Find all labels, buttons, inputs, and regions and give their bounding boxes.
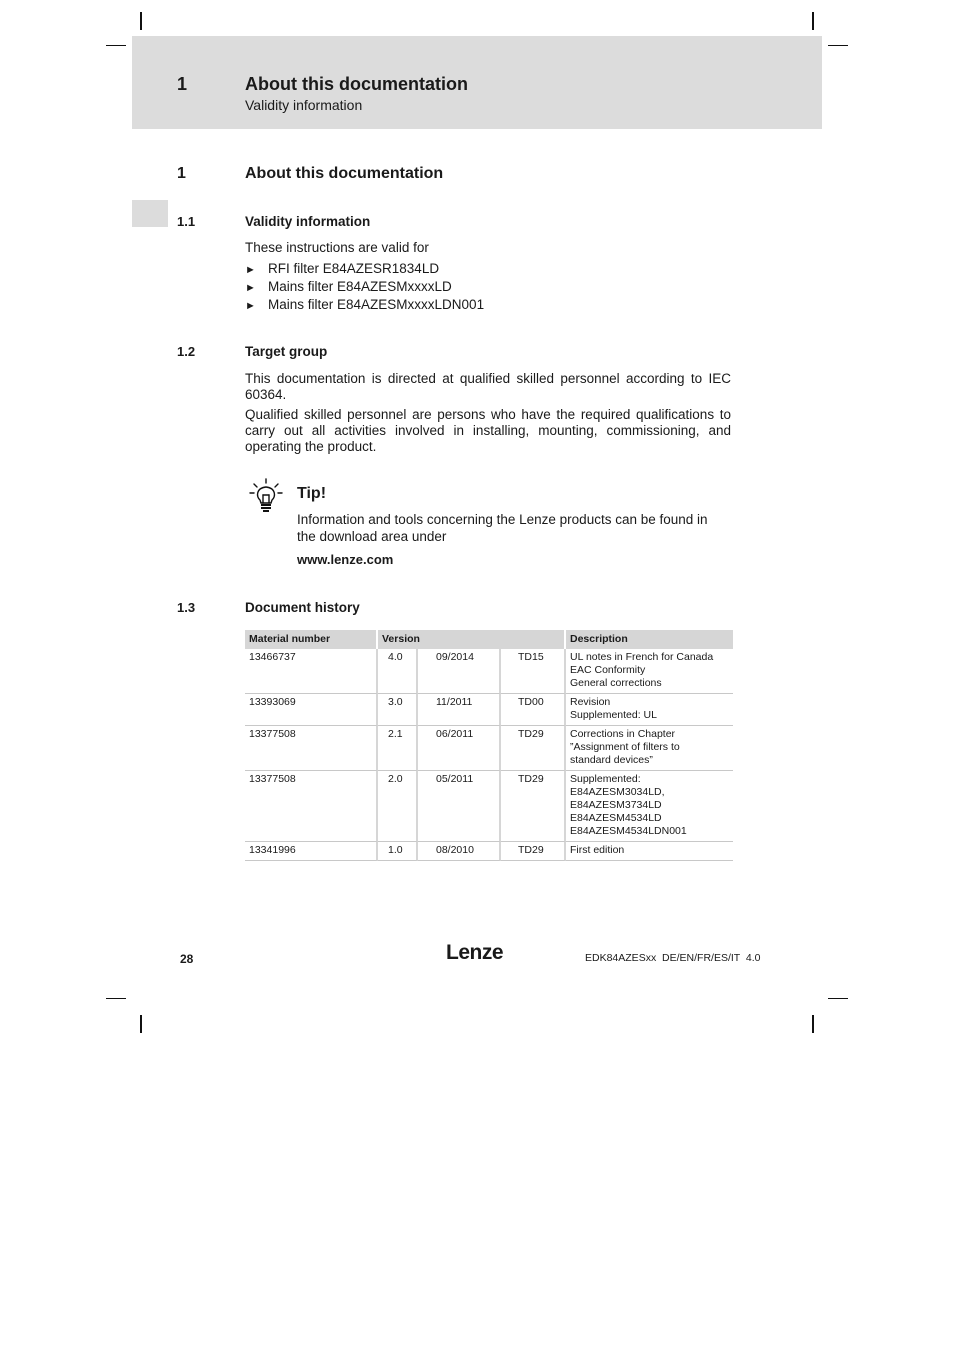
table-row (245, 694, 733, 726)
table-row (245, 649, 733, 694)
list-item (245, 261, 439, 276)
cell-code: TD15 (501, 649, 566, 694)
validity-intro: These instructions are valid for (245, 240, 429, 255)
list-item (245, 279, 452, 294)
bullet-triangle-icon: ► (245, 264, 256, 276)
header-band (132, 36, 822, 129)
lightbulb-icon (249, 478, 283, 512)
column-header-description: Description (566, 630, 733, 649)
cell-version: 3.0 (378, 694, 418, 726)
crop-mark (140, 1015, 142, 1033)
description-line: First edition (570, 844, 625, 856)
cell-version: 1.0 (378, 842, 418, 861)
cell-version: 2.1 (378, 726, 418, 771)
header-subtitle: Validity information (245, 97, 363, 113)
crop-mark (828, 998, 848, 999)
cell-date: 08/2010 (418, 842, 501, 861)
description-line: E84AZESM4534LD (570, 812, 662, 824)
bullet-triangle-icon: ► (245, 282, 256, 294)
page-number: 28 (180, 952, 194, 966)
cell-material: 13377508 (245, 726, 378, 771)
table-row (245, 771, 733, 842)
cell-code: TD00 (501, 694, 566, 726)
cell-description (566, 694, 733, 726)
table-header-row (245, 630, 733, 649)
section-number: 1 (177, 165, 186, 182)
table-row (245, 726, 733, 771)
header-chapter-number: 1 (177, 74, 188, 94)
document-history-table (245, 630, 733, 861)
description-line: E84AZESM3034LD, (570, 786, 665, 798)
cell-code: TD29 (501, 726, 566, 771)
cell-code: TD29 (501, 842, 566, 861)
description-line: standard devices” (570, 754, 653, 766)
column-header-material: Material number (245, 630, 378, 649)
description-line: EAC Conformity (570, 664, 646, 676)
crop-mark (106, 998, 126, 999)
crop-mark (812, 12, 814, 30)
cell-description (566, 649, 733, 694)
list-item-text: Mains filter E84AZESMxxxxLDN001 (268, 297, 485, 312)
chapter-tab-marker (132, 200, 168, 227)
subsection-number: 1.3 (177, 600, 196, 615)
description-line: E84AZESM3734LD (570, 799, 662, 811)
lenze-logo: Lenze (446, 941, 504, 964)
tip-title: Tip! (297, 485, 327, 502)
description-line: Revision (570, 696, 611, 708)
cell-date: 09/2014 (418, 649, 501, 694)
subsection-title: Validity information (245, 214, 371, 229)
tip-text: Information and tools concerning the Lenze products can be found in the download area under (297, 512, 708, 544)
crop-mark (812, 1015, 814, 1033)
document-code: EDK84AZESxx DE/EN/FR/ES/IT 4.0 (585, 952, 761, 964)
bullet-triangle-icon: ► (245, 300, 256, 312)
cell-code: TD29 (501, 771, 566, 842)
list-item-text: RFI filter E84AZESR1834LD (268, 261, 440, 276)
description-line: ”Assignment of filters to (570, 741, 680, 753)
description-line: UL notes in French for Canada (570, 651, 714, 663)
cell-description (566, 771, 733, 842)
cell-material: 13466737 (245, 649, 378, 694)
cell-material: 13377508 (245, 771, 378, 842)
cell-description (566, 842, 733, 861)
cell-material: 13393069 (245, 694, 378, 726)
crop-mark (828, 45, 848, 46)
list-item (245, 297, 484, 312)
table-row (245, 842, 733, 861)
description-line: E84AZESM4534LDN001 (570, 825, 687, 837)
subsection-title: Document history (245, 600, 360, 615)
cell-description (566, 726, 733, 771)
cell-date: 11/2011 (418, 694, 501, 726)
subsection-title: Target group (245, 344, 328, 359)
cell-date: 06/2011 (418, 726, 501, 771)
header-chapter-title: About this documentation (245, 74, 468, 94)
section-title: About this documentation (245, 165, 444, 182)
crop-mark (140, 12, 142, 30)
subsection-number: 1.2 (177, 344, 196, 359)
cell-date: 05/2011 (418, 771, 501, 842)
cell-version: 2.0 (378, 771, 418, 842)
subsection-number: 1.1 (177, 214, 196, 229)
list-item-text: Mains filter E84AZESMxxxxLD (268, 279, 452, 294)
website-link[interactable]: www.lenze.com (297, 552, 394, 567)
crop-mark (106, 45, 126, 46)
description-line: Supplemented: UL (570, 709, 657, 721)
description-line: Corrections in Chapter (570, 728, 676, 740)
description-line: Supplemented: (570, 773, 641, 785)
description-line: General corrections (570, 677, 662, 689)
cell-version: 4.0 (378, 649, 418, 694)
column-header-version: Version (378, 630, 566, 649)
cell-material: 13341996 (245, 842, 378, 861)
target-group-paragraph: This documentation is directed at qualified skilled personnel according to IEC 60364. (245, 371, 731, 402)
target-group-paragraph: Qualified skilled personnel are persons who have the required qualifications to carry out all activities involved in installing, mounting, commissioning, and operating the product. (245, 407, 731, 454)
